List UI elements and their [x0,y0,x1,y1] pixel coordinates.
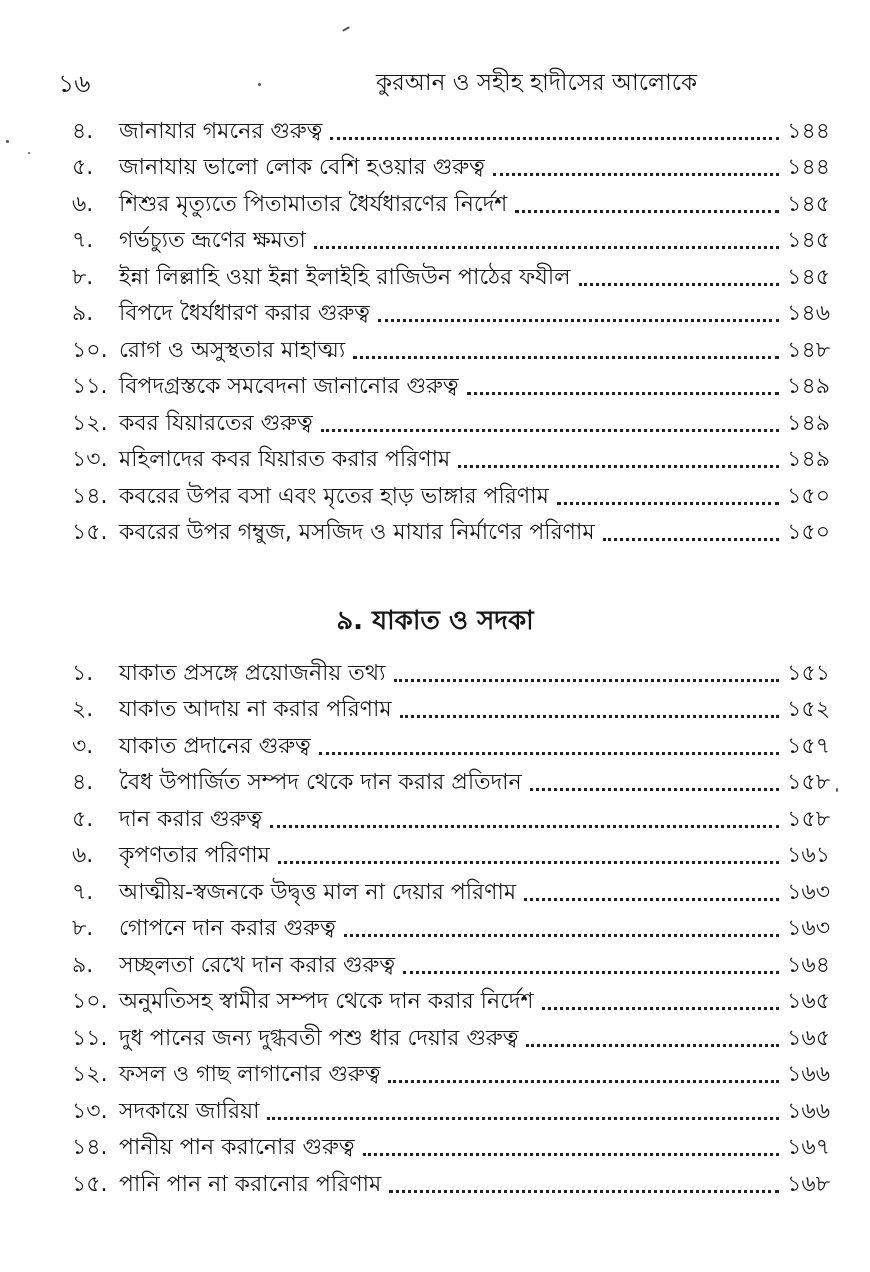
entry-title: সদকায়ে জারিয়া [119,1098,260,1124]
dot-leader [515,210,779,213]
entry-page-number: ১৬৭ [787,1135,830,1161]
toc-entry [72,516,830,553]
dot-leader [530,788,779,791]
toc-entry [72,297,830,334]
toc-entry [72,1167,830,1204]
toc-entry [72,656,830,693]
dot-leader [603,538,780,541]
toc-entry [72,224,830,261]
entry-title: অনুমতিসহ স্বামীর সম্পদ থেকে দান করার নির্দেশ [119,989,534,1015]
dot-leader [403,971,779,974]
toc-entry [72,479,830,516]
toc-entry [72,1131,830,1168]
entry-title: পানি পান না করানোর পরিণাম [119,1171,382,1197]
toc-entry [72,1058,830,1095]
toc-entry [72,443,830,480]
toc-entry [72,1094,830,1131]
entry-title: মহিলাদের কবর যিয়ারত করার পরিণাম [119,447,451,473]
entry-number: ১৪. [72,483,108,509]
entry-page-number: ১৪৯ [787,447,830,473]
entry-title: বিপদগ্রস্তকে সমবেদনা জানানোর গুরুত্ব [119,374,459,400]
entry-title: শিশুর মৃত্যুতে পিতামাতার ধৈর্যধারণের নির্দেশ [119,191,508,217]
entry-number: ৮. [72,916,94,942]
entry-title: আত্মীয়-স্বজনকে উদ্বৃত্ত মাল না দেয়ার পরিণাম [119,879,517,905]
entry-page-number: ১৫৮ [787,806,830,832]
toc-entry [72,693,830,730]
dot-leader [394,679,780,682]
dot-leader [524,898,779,901]
entry-page-number: ১৫০ [787,520,830,546]
entry-title: রোগ ও অসুস্থতার মাহাত্ম্য [119,337,346,363]
entry-title: জানাযায় ভালো লোক বেশি হওয়ার গুরুত্ব [119,155,485,181]
page-header [58,60,830,100]
entry-title: দুধ পানের জন্য দুগ্ধবতী পশু ধার দেয়ার গুরুত্ব [119,1025,519,1051]
toc-entry [72,875,830,912]
entry-page-number: ১৫০ [787,483,830,509]
dot-leader [270,825,779,828]
entry-page-number: ১৪৯ [787,374,830,400]
dot-leader [353,356,779,359]
dot-leader [557,502,779,505]
entry-page-number: ১৬৩ [787,916,830,942]
entry-page-number: ১৫১ [787,660,830,686]
entry-title: কবরের উপর বসা এবং মৃতের হাড় ভাঙ্গার পরিণাম [119,483,549,509]
entry-page-number: ১৬৫ [787,989,830,1015]
entry-page-number: ১৪৮ [787,337,830,363]
dot-leader [467,392,780,395]
dot-leader [267,1117,779,1120]
entry-page-number: ১৪৫ [787,228,830,254]
print-speck [6,140,9,143]
entry-page-number: ১৪৫ [787,191,830,217]
toc-entry [72,406,830,443]
entry-number: ১০. [72,337,108,363]
entry-title: গর্ভচ্যুত ভ্রূণের ক্ষমতা [119,228,306,254]
entry-number: ৯. [72,952,94,978]
entry-number: ১৪. [72,1135,108,1161]
dot-leader [330,137,779,140]
entry-number: ১. [72,660,94,686]
entry-number: ৬. [72,843,94,869]
entry-page-number: ১৬৪ [787,952,830,978]
entry-page-number: ১৪৪ [787,118,830,144]
entry-number: ৫. [72,806,94,832]
dot-leader [526,1044,779,1047]
toc-entry [72,802,830,839]
entry-title: গোপনে দান করার গুরুত্ব [119,916,336,942]
toc-entry [72,985,830,1022]
print-speck [258,83,261,86]
dot-leader [278,861,779,864]
entry-number: ১২. [72,1062,108,1088]
entry-number: ২. [72,697,94,723]
dot-leader [388,1080,779,1083]
entry-number: ১০. [72,989,108,1015]
page-number: ১৬ [58,69,91,98]
entry-title: পানীয় পান করানোর গুরুত্ব [119,1135,355,1161]
entry-title: যাকাত আদায় না করার পরিণাম [119,697,392,723]
entry-number: ৪. [72,770,94,796]
toc-list-part1 [72,114,830,552]
entry-number: ৬. [72,191,94,217]
entry-number: ৫. [72,155,94,181]
toc-entry [72,839,830,876]
entry-number: ১৫. [72,520,108,546]
entry-page-number: ১৪৬ [787,301,830,327]
entry-title: জানাযার গমনের গুরুত্ব [119,118,323,144]
entry-page-number: ১৪৫ [787,264,830,290]
entry-page-number: ১৬৬ [787,1098,830,1124]
entry-number: ১৫. [72,1171,108,1197]
entry-page-number: ১৪৯ [787,410,830,436]
entry-page-number: ১৬৬ [787,1062,830,1088]
entry-title: যাকাত প্রসঙ্গে প্রয়োজনীয় তথ্য [119,660,386,686]
entry-title: যাকাত প্রদানের গুরুত্ব [119,733,311,759]
toc-entry [72,1021,830,1058]
entry-title: সচ্ছলতা রেখে দান করার গুরুত্ব [119,952,396,978]
dot-leader [542,1007,780,1010]
entry-title: বৈধ উপার্জিত সম্পদ থেকে দান করার প্রতিদান [119,770,522,796]
entry-page-number: ১৫২ [787,697,830,723]
entry-title: কবর যিয়ারতের গুরুত্ব [119,410,313,436]
dot-leader [314,246,779,249]
entry-title: বিপদে ধৈর্যধারণ করার গুরুত্ব [119,301,370,327]
entry-number: ১৩. [72,1098,108,1124]
entry-title: দান করার গুরুত্ব [119,806,263,832]
entry-title: কৃপণতার পরিণাম [119,843,270,869]
dot-leader [458,465,779,468]
toc-entry [72,729,830,766]
toc-list-part2 [72,656,830,1204]
dot-leader [400,715,780,718]
toc-entry [72,187,830,224]
entry-page-number: ১৪৪ [787,155,830,181]
toc-entry [72,948,830,985]
dot-leader [321,429,780,432]
dot-leader [378,319,779,322]
entry-number: ১১. [72,374,108,400]
entry-title: ফসল ও গাছ লাগানোর গুরুত্ব [119,1062,381,1088]
toc-entry [72,260,830,297]
entry-number: ৮. [72,264,94,290]
entry-page-number: ১৬৮ [787,1171,830,1197]
entry-page-number: ১৬১ [787,843,830,869]
toc-entry [72,151,830,188]
toc-entry [72,766,830,803]
print-speck [342,26,350,32]
entry-page-number: ১৫৮ [787,770,830,796]
dot-leader [493,173,779,176]
entry-number: ৯. [72,301,94,327]
entry-number: ১২. [72,410,108,436]
entry-number: ১১. [72,1025,108,1051]
print-speck [28,152,30,154]
toc-entry [72,912,830,949]
toc-entry [72,333,830,370]
entry-page-number: ১৬৩ [787,879,830,905]
entry-number: ১৩. [72,447,108,473]
dot-leader [319,752,779,755]
toc-entry [72,370,830,407]
entry-title: ইন্না লিল্লাহি ওয়া ইন্না ইলাইহি রাজিউন পাঠের ফযীল [119,264,571,290]
entry-number: ৭. [72,879,94,905]
entry-number: ৩. [72,733,94,759]
dot-leader [344,934,779,937]
dot-leader [363,1153,780,1156]
entry-number: ৭. [72,228,94,254]
dot-leader [389,1190,779,1193]
toc-entry [72,114,830,151]
entry-number: ৪. [72,118,94,144]
print-speck [836,788,838,792]
running-title: কুরআন ও সহীহ হাদীসের আলোকে [376,70,698,96]
entry-page-number: ১৫৭ [787,733,830,759]
section-heading: ৯. যাকাত ও সদকা [336,606,534,636]
entry-page-number: ১৬৫ [787,1025,830,1051]
entry-title: কবরের উপর গম্বুজ, মসজিদ ও মাযার নির্মাণের পরিণাম [119,520,595,546]
dot-leader [579,283,780,286]
